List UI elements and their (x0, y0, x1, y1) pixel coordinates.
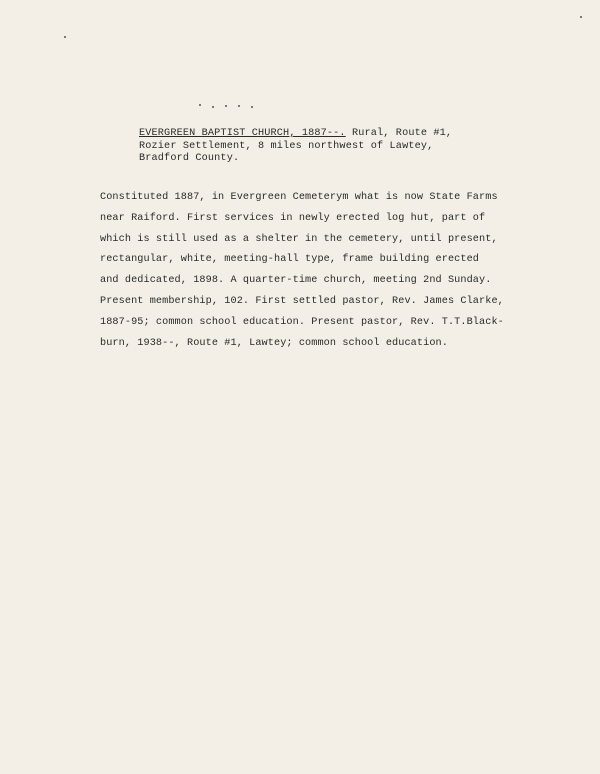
body-line: and dedicated, 1898. A quarter-time church, meeting 2nd Sunday. (100, 275, 492, 287)
body-line: Present membership, 102. First settled pastor, Rev. James Clarke, (100, 295, 504, 307)
church-description (100, 188, 560, 354)
heading-line-1 (139, 128, 559, 141)
church-title: EVERGREEN BAPTIST CHURCH, 1887--. (139, 128, 346, 139)
body-line: Constituted 1887, in Evergreen Cemeterym what is now State Farms (100, 192, 498, 203)
speck-mark (580, 16, 582, 18)
speck-mark (199, 104, 201, 106)
speck-mark (238, 105, 240, 107)
body-line: burn, 1938--, Route #1, Lawtey; common school education. (100, 337, 448, 349)
church-heading (139, 128, 559, 166)
speck-mark (64, 36, 66, 38)
speck-mark (212, 106, 214, 108)
heading-line-3: Bradford County. (139, 153, 240, 164)
body-line: which is still used as a shelter in the cemetery, until present, (100, 233, 498, 245)
speck-mark (225, 105, 227, 107)
body-line: rectangular, white, meeting-hall type, frame building erected (100, 254, 480, 266)
speck-mark (251, 106, 253, 108)
church-location-part-1: Rural, Route #1, (345, 128, 453, 139)
body-line: near Raiford. First services in newly erected log hut, part of (100, 212, 486, 224)
heading-line-2: Rozier Settlement, 8 miles northwest of Lawtey, (139, 140, 434, 152)
body-line: 1887-95; common school education. Present pastor, Rev. T.T.Black- (100, 316, 504, 328)
